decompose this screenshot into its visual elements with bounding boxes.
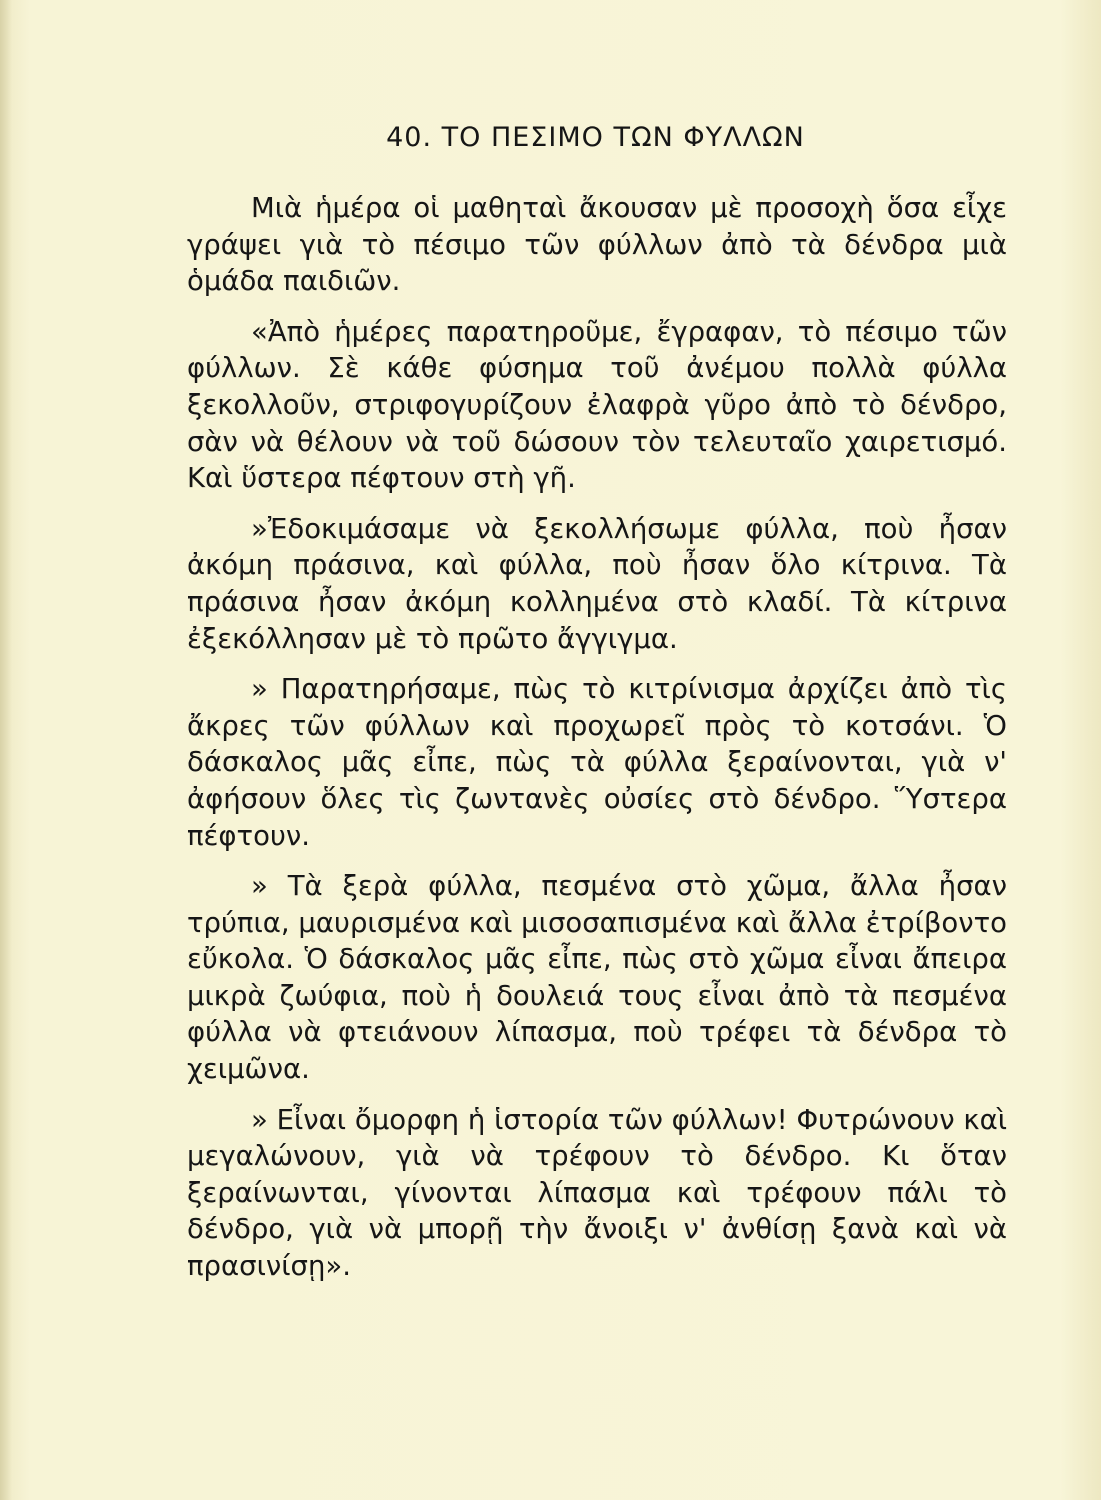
paragraph: »Ἐδοκιμάσαμε νὰ ξεκολλήσωμε φύλλα, ποὺ ἦσαν ἀκόμη πράσινα, καὶ φύλλα, ποὺ ἦσαν ὅλο κίτρινα. Τὰ πράσινα ἦσαν ἀκόμη κολλημένα στὸ κλαδί. Τὰ κίτρινα ἐξεκόλλησαν μὲ τὸ πρῶτο ἄγγιγμα. <box>187 512 1007 655</box>
chapter-body <box>187 190 1007 1285</box>
paragraph: » Εἶναι ὄμορφη ἡ ἱστορία τῶν φύλλων! Φυτρώνουν καὶ μεγαλώνουν, γιὰ νὰ τρέφουν τὸ δένδρο. Κι ὅταν ξεραίνωνται, γίνονται λίπασμα καὶ τρέφουν πάλι τὸ δένδρο, γιὰ νὰ μπορῇ τὴν ἄνοιξι ν' ἀνθίσῃ ξανὰ καὶ νὰ πρασινίσῃ». <box>187 1103 1007 1283</box>
paragraph: » Παρατηρήσαμε, πὼς τὸ κιτρίνισμα ἀρχίζει ἀπὸ τὶς ἄκρες τῶν φύλλων καὶ προχωρεῖ πρὸς τὸ κοτσάνι. Ὁ δάσκαλος μᾶς εἶπε, πὼς τὰ φύλλα ξεραίνονται, γιὰ ν' ἀφήσουν ὅλες τὶς ζωντανὲς οὐσίες στὸ δένδρο. Ὕστερα πέφτουν. <box>187 673 1007 852</box>
paragraph: » Τὰ ξερὰ φύλλα, πεσμένα στὸ χῶμα, ἄλλα ἦσαν τρύπια, μαυρισμένα καὶ μισοσαπισμένα καὶ ἄλλα ἐτρίβοντο εὔκολα. Ὁ δάσκαλος μᾶς εἶπε, πὼς στὸ χῶμα εἶναι ἄπειρα μικρὰ ζωύφια, ποὺ ἡ δουλειά τους εἶναι ἀπὸ τὰ πεσμένα φύλλα νὰ φτειάνουν λίπασμα, ποὺ τρέφει τὰ δένδρα τὸ χειμῶνα. <box>187 870 1007 1086</box>
chapter-title: 40. ΤΟ ΠΕΣΙΜΟ ΤΩΝ ΦΥΛΛΩΝ <box>386 122 805 153</box>
paragraph: «Ἀπὸ ἡμέρες παρατηροῦμε, ἔγραφαν, τὸ πέσιμο τῶν φύλλων. Σὲ κάθε φύσημα τοῦ ἀνέμου πολλὰ φύλλα ξεκολλοῦν, στριφογυρίζουν ἐλαφρὰ γῦρο ἀπὸ τὸ δένδρο, σὰν νὰ θέλουν νὰ τοῦ δώσουν τὸν τελευταῖο χαιρετισμό. Καὶ ὕστερα πέφτουν στὴ γῆ. <box>187 315 1007 495</box>
page-gutter <box>0 0 12 1500</box>
paragraph: Μιὰ ἡμέρα οἱ μαθηταὶ ἄκουσαν μὲ προσοχὴ ὅσα εἶχε γράψει γιὰ τὸ πέσιμο τῶν φύλλων ἀπὸ τὰ δένδρα μιὰ ὁμάδα παιδιῶν. <box>187 192 1007 298</box>
